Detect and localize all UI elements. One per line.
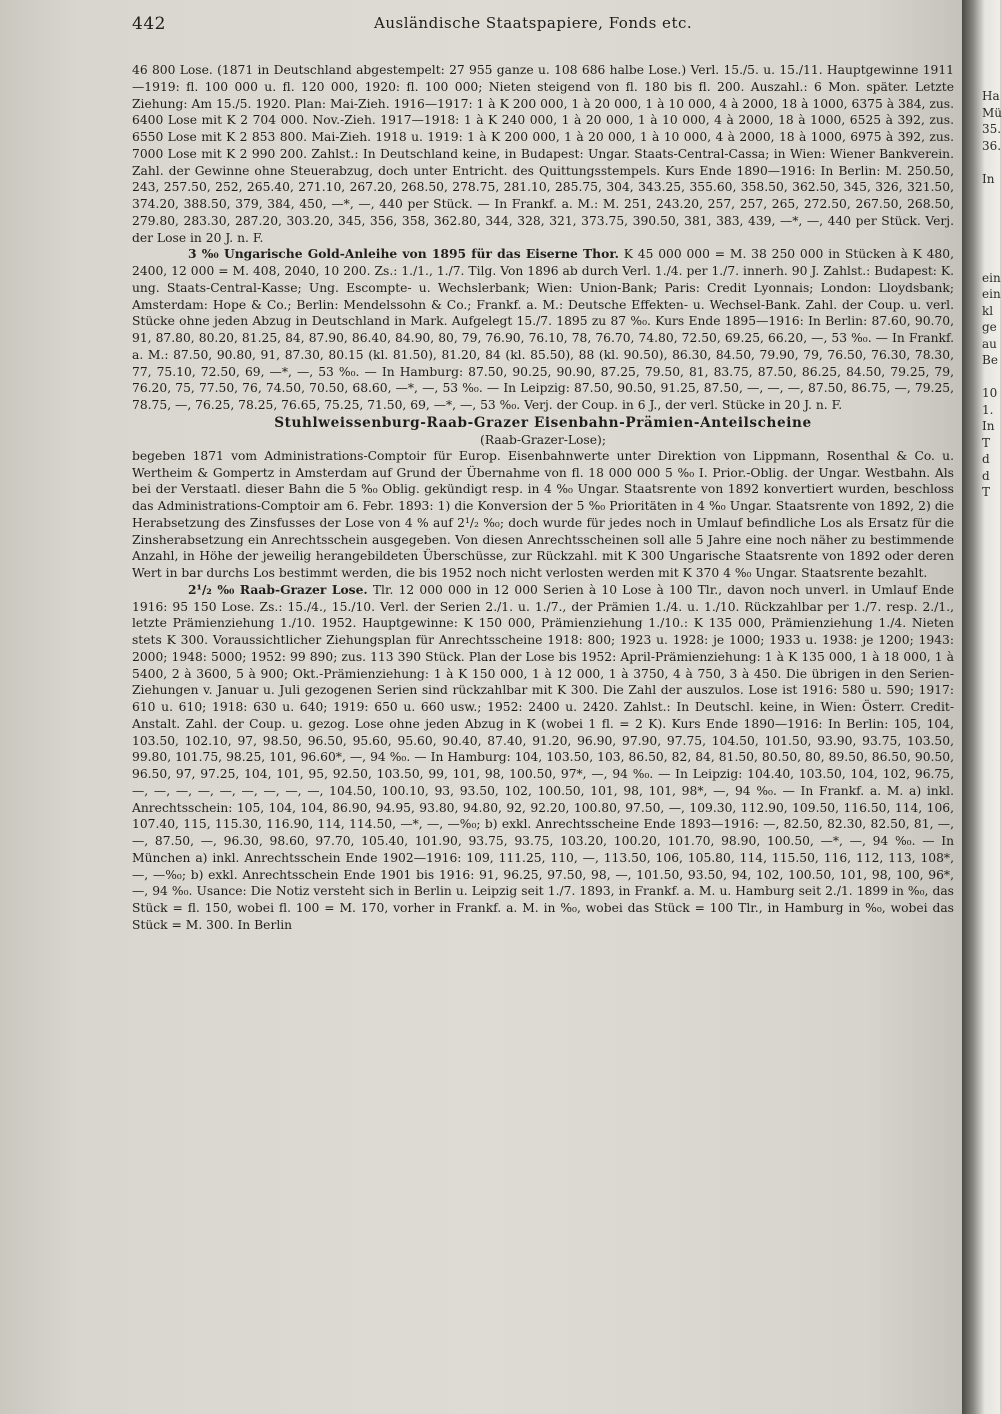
lottery-paragraph: 46 800 Lose. (1871 in Deutschland abgestempelt: 27 955 ganze u. 108 686 halbe Lose.) Verl. 15./5. u. 15./11. Hauptgewinne 1911—1919: fl. 100 000 u. fl. 120 000, 1920: fl. 100 000; Nieten steigend von fl. 180 bis fl. 200. Auszahl.: 6 Mon. später. Letzte Ziehung: Am 15./5. 1920. Plan: Mai-Zieh. 1916—1917: 1 à K 200 000, 1 à 20 000, 1 à 10 000, 4 à 2000, 18 à 1000, 6375 à 384, zus. 6400 Lose mit K 2 704 000. Nov.-Zieh. 1917—1918: 1 à K 240 000, 1 à 20 000, 1 à 10 000, 4 à 2000, 18 à 1000, 6525 à 392, zus. 6550 Lose mit K 2 853 800. Mai-Zieh. 1918 u. 1919: 1 à K 200 000, 1 à 20 000, 1 à 10 000, 4 à 2000, 18 à 1000, 6975 à 392, zus. 7000 Lose mit K 2 990 200. Zahlst.: In Deutschland keine, in Budapest: Ungar. Staats-Central-Cassa; in Wien: Wiener Bankverein. Zahl. der Gewinne ohne Steuerabzug, doch unter Entricht. des Quittungsstempels. Kurs Ende 1890—1916: In Berlin: M. 250.50, 243, 257.50, 252, 265.40, 271.10, 267.20, 268.50, 278.75, 281.10, 285.75, 304, 343.25, 355.60, 358.50, 362.50, 345, 326, 321.50, 374.20, 388.50, 379, 384, 450, —*, —, 440 per Stück. — In Frankf. a. M.: M. 251, 243.20, 257, 257, 265, 272.50, 267.50, 268.50, 279.80, 283.30, 287.20, 303.20, 345, 356, 358, 362.80, 344, 328, 321, 373.75, 390.50, 381, 383, 439, —*, —, 440 per Stück. Verj. der Lose in 20 J. n. F. bbox=[132, 63, 954, 245]
adjacent-page-line bbox=[982, 204, 1000, 221]
adjacent-page-line: ein bbox=[982, 270, 1001, 285]
adjacent-page-line: 10 bbox=[982, 386, 998, 400]
adjacent-page-line: kl bbox=[982, 303, 994, 318]
adjacent-page-line: Ha bbox=[982, 89, 1000, 103]
adjacent-page-line: d bbox=[982, 452, 990, 466]
adjacent-page-line: 35. bbox=[982, 122, 1002, 136]
page-content bbox=[132, 62, 954, 934]
adjacent-page-line: 1. bbox=[982, 402, 994, 417]
adjacent-page-line: ein bbox=[982, 287, 1001, 301]
adjacent-page-fragment bbox=[982, 88, 1000, 616]
gold-loan-text: K 45 000 000 = M. 38 250 000 in Stücken à K 480, 2400, 12 000 = M. 408, 2040, 10 200. Zs.: 1./1., 1./7. Tilg. Von 1896 ab durch Verl. 1./4. per 1./7. innerh. 90 J. Zahlst.: Budapest: K. ung. Staats-Central-Kasse; Ung. Escompte- u. Wechslerbank; Wien: Union-Bank; Paris: Credit Lyonnais; London: Lloydsbank; Amsterdam: Hope & Co.; Berlin: Mendelssohn & Co.; Frankf. a. M.: Deutsche Effekten- u. Wechsel-Bank. Zahl. der Coup. u. verl. Stücke ohne jeden Abzug in Deutschland in Mark. Aufgelegt 15./7. 1895 zu 87 %₀. Kurs Ende 1895—1916: In Berlin: 87.60, 90.70, 91, 87.80, 80.20, 81.25, 84, 87.90, 86.40, 84.90, 80, 79, 76.90, 76.10, 78, 76.70, 74.80, 72.50, 69.25, 66.20, —, 53 %₀. — In Frankf. a. M.: 87.50, 90.80, 91, 87.30, 80.15 (kl. 81.50), 81.20, 84 (kl. 85.50), 88 (kl. 90.50), 86.30, 84.50, 79.90, 79, 76.50, 76.30, 78.30, 77, 75.10, 72.50, 69, —*, —, 53 %₀. — In Hamburg: 87.50, 90.25, 90.90, 87.25, 79.50, 81, 83.75, 87.50, 86.25, 84.50, 79.25, 79, 76.20, 75, 77.50, 76, 74.50, 70.50, 68.60, —*, —, 53 %₀. — In Leipzig: 87.50, 90.50, 91.25, 87.50, —, —, —, 87.50, 86.75, —, 79.25, 78.75, —, 76.25, 78.25, 76.65, 75.25, 71.50, 69, —*, —, 53 %₀. Verj. der Coup. in 6 J., der verl. Stücke in 20 J. n. F. bbox=[132, 247, 954, 412]
adjacent-page-line: 36. bbox=[982, 138, 1002, 153]
adjacent-page-line bbox=[982, 550, 1000, 567]
gold-loan-title: 3 %₀ Ungarische Gold-Anleihe von 1895 für das Eiserne Thor. bbox=[188, 246, 619, 262]
page-header bbox=[132, 10, 952, 40]
running-title: Ausländische Staatspapiere, Fonds etc. bbox=[374, 14, 693, 32]
adjacent-page-line bbox=[982, 517, 1000, 534]
adjacent-page-line: T bbox=[982, 435, 991, 450]
adjacent-page-line bbox=[982, 501, 1000, 518]
adjacent-page-line bbox=[982, 369, 1000, 386]
adjacent-page-line bbox=[982, 237, 1000, 254]
adjacent-page-line bbox=[982, 154, 1000, 171]
adjacent-page-line: ge bbox=[982, 320, 997, 334]
adjacent-page-line bbox=[982, 220, 1000, 237]
adjacent-page-line bbox=[982, 187, 1000, 204]
adjacent-page-line bbox=[982, 583, 1000, 600]
adjacent-page-line: au bbox=[982, 336, 997, 351]
adjacent-page-line: T bbox=[982, 485, 991, 499]
raab-grazer-text: Tlr. 12 000 000 in 12 000 Serien à 10 Lose à 100 Tlr., davon noch unverl. in Umlauf Ende 1916: 95 150 Lose. Zs.: 15./4., 15./10. Verl. der Serien 2./1. u. 1./7., der Prämien 1./4. u. 1./10. Rückzahlbar per 1./7. resp. 2./1., letzte Prämienziehung 1./10. 1952. Hauptgewinne: K 150 000, Prämienziehung 1./10.: K 135 000, Prämienziehung 1./4. Nieten stets K 300. Voraussichtlicher Ziehungsplan für Anrechtsscheine 1918: 800; 1923 u. 1928: je 1000; 1933 u. 1938: je 1200; 1943: 2000; 1948: 5000; 1952: 99 890; zus. 113 390 Stück. Plan der Lose bis 1952: April-Prämienziehung: 1 à K 135 000, 1 à 18 000, 1 à 5400, 2 à 3600, 5 à 900; Okt.-Prämienziehung: 1 à K 150 000, 1 à 12 000, 1 à 3750, 4 à 750, 3 à 450. Die übrigen in den Serien-Ziehungen v. Januar u. Juli gezogenen Serien sind rückzahlbar mit K 300. Die Zahl der auszulos. Lose ist 1916: 580 u. 590; 1917: 610 u. 610; 1918: 630 u. 640; 1919: 650 u. 660 usw.; 1952: 2400 u. 2420. Zahlst.: In Deutschl. keine, in Wien: Österr. Credit-Anstalt. Zahl. der Coup. u. gezog. Lose ohne jeden Abzug in K (wobei 1 fl. = 2 K). Kurs Ende 1890—1916: In Berlin: 105, 104, 103.50, 102.10, 97, 98.50, 96.50, 95.60, 95.60, 90.40, 87.40, 91.20, 96.90, 97.90, 97.75, 104.50, 101.50, 93.90, 93.75, 103.50, 99.80, 101.75, 98.25, 101, 96.60*, —, 94 %₀. — In Hamburg: 104, 103.50, 103, 86.50, 82, 84, 81.50, 80.50, 80, 89.50, 86.50, 90.50, 96.50, 97, 97.25, 104, 101, 95, 92.50, 103.50, 99, 101, 98, 100.50, 97*, —, 94 %₀. — In Leipzig: 104.40, 103.50, 104, 102, 96.75, —, —, —, —, —, —, —, —, —, 104.50, 100.10, 93, 93.50, 102, 100.50, 101, 98, 101, 98*, —, 94 %₀. — In Frankf. a. M. a) inkl. Anrechtsschein: 105, 104, 104, 86.90, 94.95, 93.80, 94.80, 92, 92.20, 100.80, 97.50, —, 109.30, 112.90, 109.50, 116.50, 114, 106, 107.40, 115, 115.30, 116.90, 114, 114.50, —*, —, —%₀; b) exkl. Anrechtsscheine Ende 1893—1916: —, 82.50, 82.30, 82.50, 81, —, —, 87.50, —, 96.30, 98.60, 97.70, 105.40, 101.90, 93.75, 93.75, 103.20, 100.20, 101.70, 98.90, 100.50, —*, —, 94 %₀. — In München a) inkl. Anrechtsschein Ende 1902—1916: 109, 111.25, 110, —, 113.50, 106, 105.80, 114, 115.50, 116, 112, 113, 108*, —, —%₀; b) exkl. Anrechtsschein Ende 1901 bis 1916: 91, 96.25, 97.50, 98, —, 101.50, 93.50, 94, 102, 100.50, 101, 98, 100, 96*, —, 94 %₀. Usance: Die Notiz versteht sich in Berlin u. Leipzig seit 1./7. 1893, in Frankf. a. M. u. Hamburg seit 2./1. 1899 in %₀, das Stück = fl. 150, wobei fl. 100 = M. 170, vorher in Frankf. a. M. in %₀, wobei das Stück = 100 Tlr., in Hamburg in %₀, wobei das Stück = M. 300. In Berlin bbox=[132, 582, 954, 932]
section-subheading: (Raab-Grazer-Lose); bbox=[480, 432, 606, 447]
adjacent-page-line bbox=[982, 534, 1000, 551]
raab-grazer-title: 2¹/₂ %₀ Raab-Grazer Lose. bbox=[188, 581, 368, 597]
adjacent-page-line: Mü bbox=[982, 105, 1002, 120]
adjacent-page-line: Be bbox=[982, 353, 998, 367]
section-intro-paragraph: begeben 1871 vom Administrations-Comptoir für Europ. Eisenbahnwerte unter Direktion von Lippmann, Rosenthal & Co. u. Wertheim & Gompertz in Amsterdam auf Grund der Übernahme von fl. 18 000 000 5 %₀ I. Prior.-Oblig. der Ungar. Westbahn. Als bei der Verstaatl. dieser Bahn die 5 %₀ Oblig. gekündigt resp. in 4 %₀ Ungar. Staatsrente von 1892 konvertiert wurden, beschloss das Administrations-Comptoir am 6. Febr. 1893: 1) die Konversion der 5 %₀ Prioritäten in 4 %₀ Ungar. Staatsrente von 1892, 2) die Herabsetzung des Zinsfusses der Lose von 4 % auf 2¹/₂ %₀; doch wurde für jedes noch in Umlauf befindliche Los als Ersatz für die Zinsherabsetzung ein Anrechtsschein ausgegeben. Von diesen Anrechtsscheinen soll alle 5 Jahre eine noch näher zu bestimmende Anzahl, in Höhe der jeweilig herangebildeten Überschüsse, zur Rückzahl. mit K 300 Ungarische Staatsrente von 1892 oder deren Wert in bar durchs Los bestimmt werden, die bis 1952 noch nicht verlosten werden mit K 370 4 %₀ Ungar. Staatsrente bezahlt. bbox=[132, 448, 954, 580]
raab-grazer-paragraph bbox=[132, 582, 954, 934]
adjacent-page-line: In bbox=[982, 419, 995, 433]
section-heading: Stuhlweissenburg-Raab-Grazer Eisenbahn-Prämien-Anteilscheine bbox=[274, 414, 812, 431]
gold-loan-paragraph bbox=[132, 246, 954, 414]
page-number: 442 bbox=[132, 14, 166, 34]
adjacent-page-line bbox=[982, 567, 1000, 584]
adjacent-page-line bbox=[982, 253, 1000, 270]
adjacent-page-line: In bbox=[982, 171, 995, 186]
adjacent-page-line: d bbox=[982, 468, 990, 483]
adjacent-page-line bbox=[982, 600, 1000, 617]
